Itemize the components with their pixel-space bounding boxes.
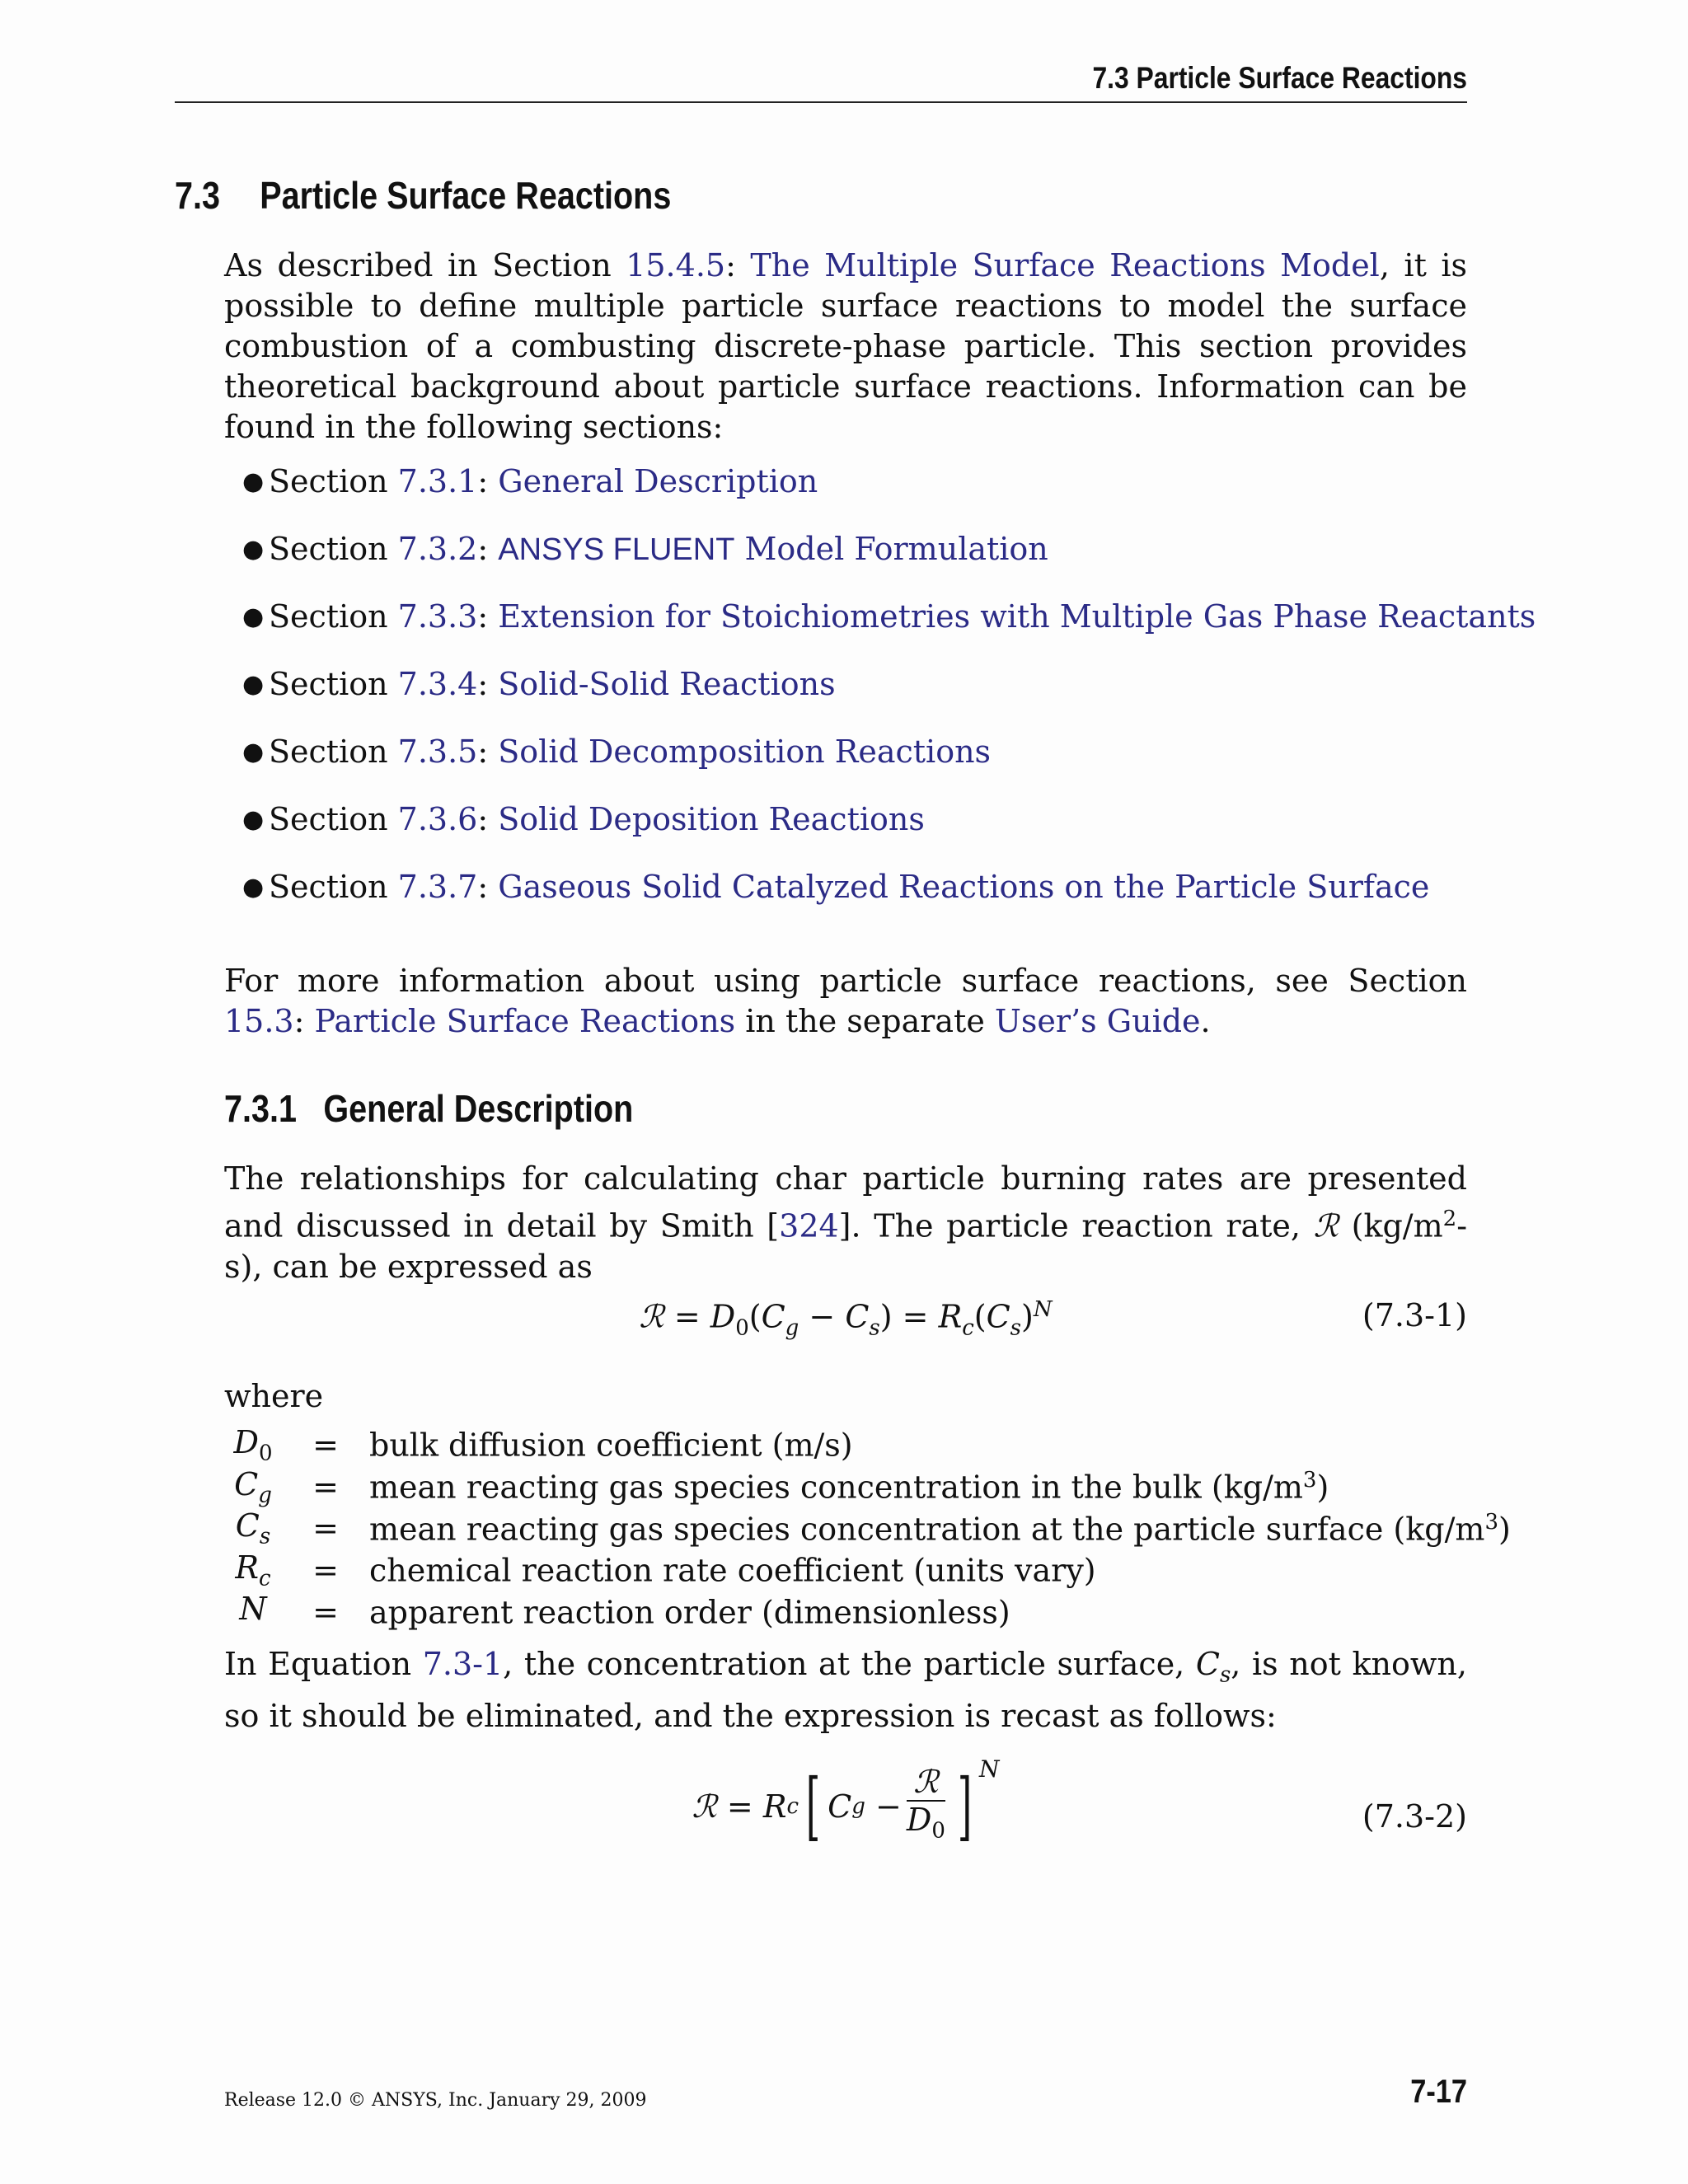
description-paragraph bbox=[224, 1159, 1467, 1287]
link-section-7-3-1[interactable]: 7.3.1 bbox=[397, 463, 478, 499]
link-section-7-3-4[interactable]: 7.3.4 bbox=[397, 666, 478, 702]
list-item bbox=[242, 799, 1472, 867]
equals-sign: = bbox=[312, 1427, 339, 1464]
variable-symbol: N bbox=[239, 1591, 267, 1628]
variable-definitions bbox=[224, 1424, 1511, 1633]
equation-7-3-1 bbox=[224, 1297, 1467, 1341]
table-row bbox=[224, 1549, 1511, 1591]
where-label: where bbox=[224, 1378, 324, 1414]
link-title-text: Model Formulation bbox=[734, 531, 1048, 567]
table-row bbox=[224, 1507, 1511, 1549]
list-sep: : bbox=[477, 463, 499, 499]
bullet-icon: ● bbox=[242, 602, 265, 631]
link-equation-7-3-1[interactable]: 7.3-1 bbox=[422, 1646, 504, 1682]
variable-description: bulk diffusion coefficient (m/s) bbox=[369, 1427, 853, 1465]
link-section-7-3-2[interactable]: 7.3.2 bbox=[397, 531, 478, 567]
link-ref-324[interactable]: 324 bbox=[779, 1207, 839, 1244]
recast-text-mid: , the concentration at the particle surface, bbox=[503, 1646, 1196, 1682]
list-sep: : bbox=[477, 733, 499, 770]
link-solid-decomposition-reactions[interactable]: Solid Decomposition Reactions bbox=[498, 733, 992, 770]
list-item bbox=[242, 597, 1536, 664]
more-info-end: . bbox=[1200, 1003, 1211, 1039]
list-prefix: Section bbox=[269, 733, 398, 770]
list-item bbox=[242, 664, 1472, 732]
list-sep: : bbox=[477, 531, 499, 567]
link-section-15-3[interactable]: 15.3 bbox=[224, 1003, 294, 1039]
running-header: 7.3 Particle Surface Reactions bbox=[1092, 61, 1467, 95]
link-extension-stoichiometries[interactable]: Extension for Stoichiometries with Multiple Gas Phase Reactants bbox=[498, 598, 1536, 635]
variable-description: chemical reaction rate coefficient (units vary) bbox=[369, 1552, 1096, 1589]
list-sep: : bbox=[477, 801, 499, 837]
equation-number: (7.3-2) bbox=[1362, 1798, 1467, 1835]
list-prefix: Section bbox=[269, 869, 398, 905]
list-sep: : bbox=[477, 869, 499, 905]
variable-description: mean reacting gas species concentration at the particle surface $(kg/m^3)$ bbox=[369, 1509, 1511, 1548]
list-item bbox=[242, 529, 1472, 597]
list-prefix: Section bbox=[269, 801, 398, 837]
desc-text-mid: ]. The particle reaction rate, bbox=[838, 1207, 1314, 1244]
intro-text: As described in Section bbox=[224, 247, 626, 284]
units-exponent: 2 bbox=[1442, 1207, 1457, 1231]
list-prefix: Section bbox=[269, 463, 398, 499]
link-model-formulation[interactable] bbox=[498, 531, 1048, 567]
list-prefix: Section bbox=[269, 531, 398, 567]
rate-symbol: ℛ bbox=[1313, 1207, 1339, 1244]
equals-sign: = bbox=[312, 1510, 339, 1547]
section-number: 7.3 bbox=[175, 174, 220, 217]
link-section-7-3-7[interactable]: 7.3.7 bbox=[397, 869, 478, 905]
table-row bbox=[224, 1424, 1511, 1466]
equals-sign: = bbox=[312, 1468, 339, 1505]
link-particle-surface-reactions[interactable]: Particle Surface Reactions bbox=[314, 1003, 736, 1039]
surface-concentration-subscript: s bbox=[1219, 1662, 1231, 1688]
link-section-7-3-5[interactable]: 7.3.5 bbox=[397, 733, 478, 770]
intro-colon: : bbox=[725, 247, 751, 284]
subsection-number: 7.3.1 bbox=[224, 1087, 297, 1130]
equation-number: (7.3-1) bbox=[1362, 1297, 1467, 1333]
equation-body: ℛ = R c [ C g − $\frac{\text{ℛ}}{D_0}$ ] N bbox=[692, 1755, 1000, 1849]
list-prefix: Section bbox=[269, 598, 398, 635]
header-rule bbox=[175, 101, 1467, 103]
desc-text-end: -s), can be expressed as bbox=[224, 1207, 1468, 1285]
section-heading bbox=[175, 173, 671, 218]
variable-description: mean reacting gas species concentration in the bulk $(kg/m^3)$ bbox=[369, 1468, 1329, 1506]
more-info-colon: : bbox=[293, 1003, 315, 1039]
variable-description: apparent reaction order (dimensionless) bbox=[369, 1594, 1010, 1631]
intro-paragraph bbox=[224, 246, 1467, 448]
product-name: ANSYS FLUENT bbox=[498, 532, 735, 567]
more-info-paragraph bbox=[224, 961, 1467, 1042]
link-solid-deposition-reactions[interactable]: Solid Deposition Reactions bbox=[498, 801, 925, 837]
bullet-icon: ● bbox=[242, 467, 265, 496]
table-row bbox=[224, 1591, 1511, 1633]
variable-symbol: $R_c$ bbox=[235, 1549, 271, 1591]
list-item bbox=[242, 732, 1472, 799]
link-solid-solid-reactions[interactable]: Solid-Solid Reactions bbox=[498, 666, 836, 702]
surface-concentration-symbol: C bbox=[1195, 1646, 1220, 1682]
section-list bbox=[242, 462, 1536, 935]
section-title: Particle Surface Reactions bbox=[260, 174, 672, 217]
bullet-icon: ● bbox=[242, 873, 265, 902]
more-info-mid: in the separate bbox=[735, 1003, 995, 1039]
link-gaseous-solid-catalyzed[interactable]: Gaseous Solid Catalyzed Reactions on the Particle Surface bbox=[498, 869, 1430, 905]
link-users-guide[interactable]: User’s Guide bbox=[994, 1003, 1201, 1039]
desc-text: The relationships for calculating char particle burning rates are presented and discussed in detail by Smith [ bbox=[224, 1160, 1467, 1244]
list-item bbox=[242, 867, 1472, 935]
list-sep: : bbox=[477, 598, 499, 635]
recast-text: In Equation bbox=[224, 1646, 423, 1682]
equals-sign: = bbox=[312, 1593, 339, 1630]
intro-text-rest: , it is possible to define multiple particle surface reactions to model the surface combustion of a combusting discrete-phase particle. This section provides theoretical background about particle surface reactions. Information can be found in the following sections: bbox=[224, 247, 1467, 445]
subsection-title: General Description bbox=[323, 1087, 634, 1130]
bullet-icon: ● bbox=[242, 738, 265, 766]
list-item bbox=[242, 462, 1472, 529]
link-section-7-3-3[interactable]: 7.3.3 bbox=[397, 598, 478, 635]
link-section-7-3-6[interactable]: 7.3.6 bbox=[397, 801, 478, 837]
variable-symbol: $C_g$ bbox=[234, 1465, 272, 1508]
units-text: (kg/m bbox=[1338, 1207, 1443, 1244]
more-info-text: For more information about using particle surface reactions, see Section bbox=[224, 963, 1467, 999]
link-multiple-surface-reactions-model[interactable]: The Multiple Surface Reactions Model bbox=[750, 247, 1380, 284]
footer-release: Release 12.0 © ANSYS, Inc. January 29, 2009 bbox=[224, 2090, 647, 2111]
variable-symbol: $C_s$ bbox=[235, 1507, 271, 1549]
table-row bbox=[224, 1466, 1511, 1508]
recast-text-end: , is not known, so it should be eliminated, and the expression is recast as follows: bbox=[224, 1646, 1467, 1734]
link-general-description[interactable]: General Description bbox=[498, 463, 818, 499]
bullet-icon: ● bbox=[242, 670, 265, 699]
recast-paragraph bbox=[224, 1644, 1467, 1736]
list-prefix: Section bbox=[269, 666, 398, 702]
equation-body: ℛ = $D_0(C_g - C_s) = R_c(C_s)^N$ bbox=[639, 1297, 1053, 1341]
bullet-icon: ● bbox=[242, 535, 265, 564]
subsection-heading bbox=[224, 1086, 633, 1131]
page-number: 7-17 bbox=[1410, 2074, 1467, 2110]
list-sep: : bbox=[477, 666, 499, 702]
bullet-icon: ● bbox=[242, 805, 265, 834]
variable-symbol: $D_0$ bbox=[233, 1424, 273, 1466]
link-section-15-4-5[interactable]: 15.4.5 bbox=[626, 247, 726, 284]
equals-sign: = bbox=[312, 1552, 339, 1589]
equation-7-3-2 bbox=[224, 1755, 1467, 1879]
